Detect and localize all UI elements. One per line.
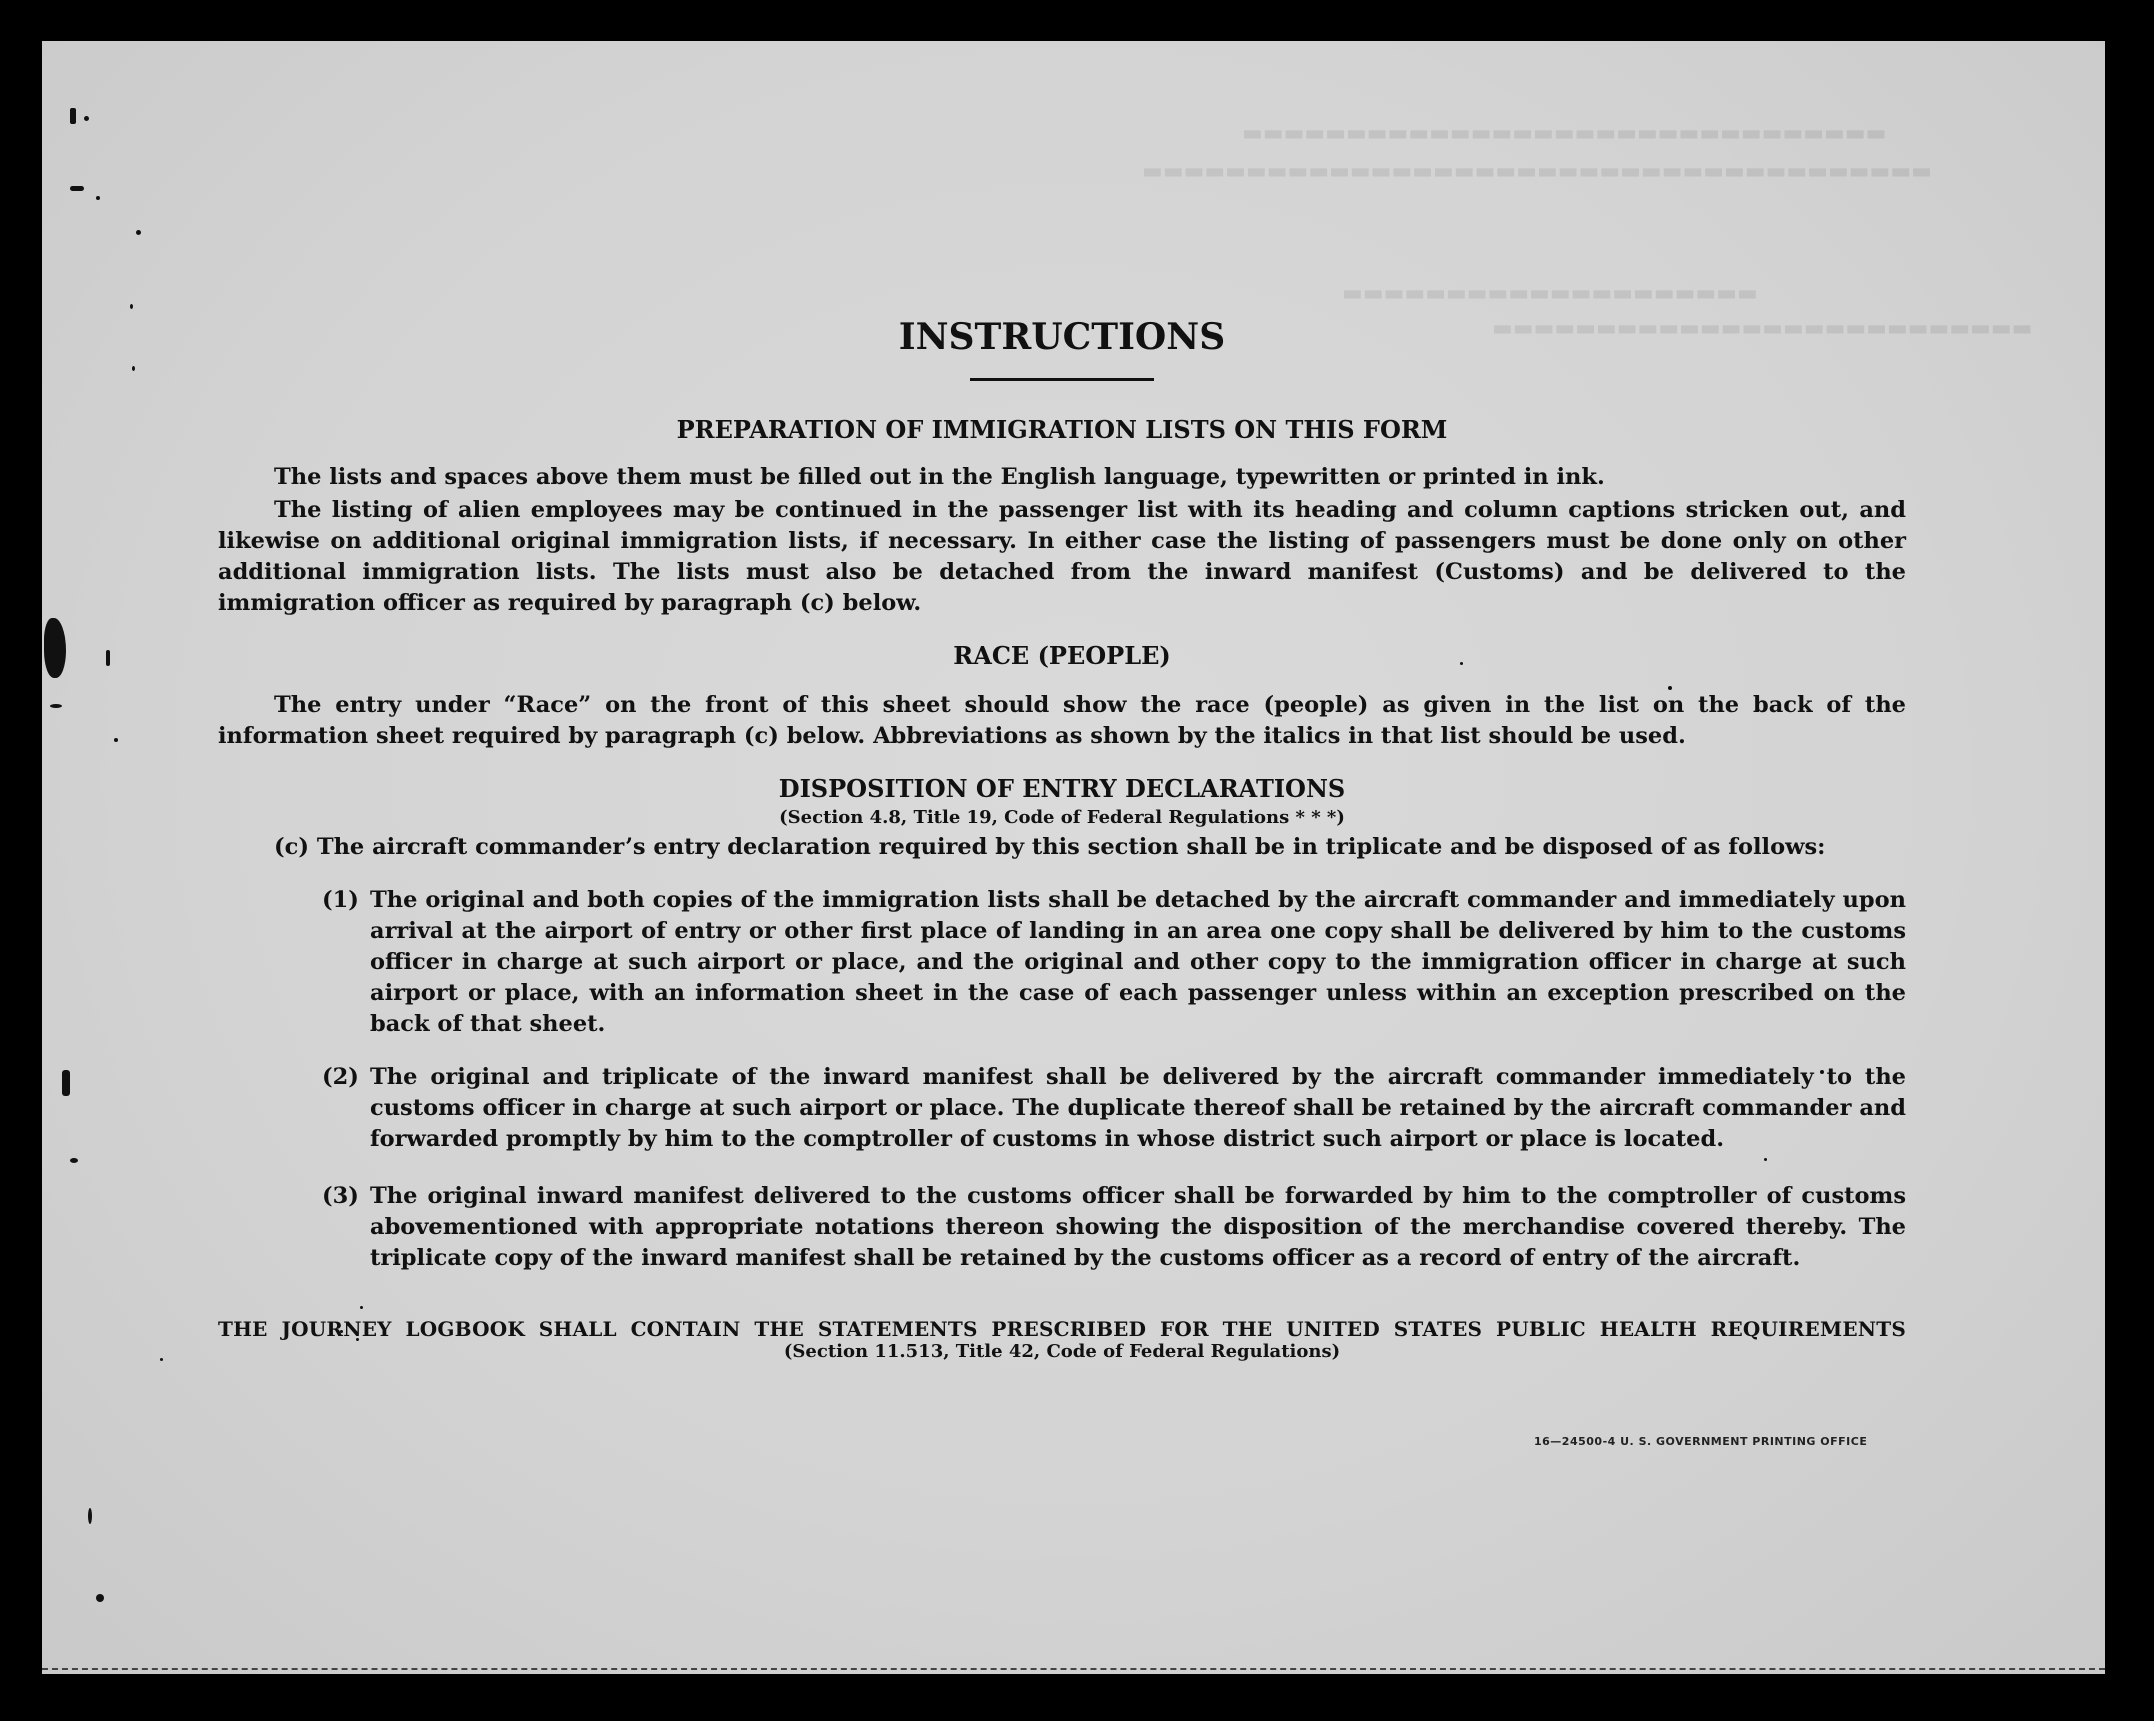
race-heading: RACE (PEOPLE): [953, 641, 1171, 670]
disposition-citation: (Section 4.8, Title 19, Code of Federal Regulations * * *): [779, 807, 1345, 828]
bleed-through-mark: ▬▬▬▬▬▬▬▬▬▬▬▬▬▬▬▬▬▬▬▬: [1342, 281, 1758, 306]
scan-speck: [114, 738, 118, 742]
bleed-through-mark: ▬▬▬▬▬▬▬▬▬▬▬▬▬▬▬▬▬▬▬▬▬▬▬▬▬▬▬▬▬▬▬▬▬▬▬▬▬▬: [1142, 159, 1932, 184]
scan-speck: [96, 1594, 104, 1602]
item-text: The original and both copies of the immigration lists shall be detached by the aircraft commander and immediately upon arrival at the airport of entry or other first place of landing in an area one copy shall be delivered by him to the customs officer in charge at such airport or place, and the original and other copy to the immigration officer in charge at such airport or place, with an information sheet in the case of each passenger unless within an exception prescribed on the back of that sheet.: [370, 887, 1906, 1037]
document-title: INSTRUCTIONS: [898, 316, 1226, 358]
instructions-body: [218, 300, 1906, 1362]
disposition-item: [218, 1181, 1906, 1274]
preparation-paragraph-1: The lists and spaces above them must be filled out in the English language, typewritten or printed in ink.: [274, 464, 1605, 490]
scan-speck: [62, 1070, 70, 1096]
scan-speck: [70, 108, 76, 124]
disposition-intro: (c) The aircraft commander’s entry declaration required by this section shall be in triplicate and be disposed of as follows:: [274, 834, 1826, 860]
logbook-statement: THE JOURNEY LOGBOOK SHALL CONTAIN THE STATEMENTS PRESCRIBED FOR THE UNITED STATES PUBLIC HEALTH REQUIREMENTS: [218, 1317, 1906, 1341]
disposition-item: [218, 885, 1906, 1040]
scan-speck: [84, 116, 89, 121]
scan-speck: [70, 186, 84, 191]
item-number: (1): [322, 887, 359, 913]
preparation-heading: PREPARATION OF IMMIGRATION LISTS ON THIS FORM: [676, 415, 1448, 444]
scan-speck: [132, 366, 135, 371]
item-text: The original inward manifest delivered to the customs officer shall be forwarded by him to the comptroller of customs abovementioned with appropriate notations thereon showing the disposition of the merchandise covered thereby. The triplicate copy of the inward manifest shall be retained by the customs officer as a record of entry of the aircraft.: [370, 1183, 1906, 1271]
logbook-citation: (Section 11.513, Title 42, Code of Federal Regulations): [783, 1341, 1341, 1362]
title-underline: [970, 378, 1154, 381]
scan-speck: [96, 196, 100, 200]
scan-speck: [106, 650, 110, 666]
disposition-item: [218, 1062, 1906, 1155]
scan-speck: [130, 304, 133, 309]
scan-speck: [136, 230, 141, 235]
preparation-paragraph-2: The listing of alien employees may be continued in the passenger list with its heading and column captions stricken out, and likewise on additional original immigration lists, if necessary. In either case the listing of passengers must be done only on other additional immigration lists. The lists must also be detached from the inward manifest (Customs) and be delivered to the immigration officer as required by paragraph (c) below.: [218, 497, 1906, 616]
printer-code: 16—24500-4 U. S. GOVERNMENT PRINTING OFFICE: [1534, 1435, 1868, 1448]
item-number: (2): [322, 1064, 359, 1090]
bleed-through-mark: ▬▬▬▬▬▬▬▬▬▬▬▬▬▬▬▬▬▬▬▬▬▬▬▬▬▬▬▬▬▬▬: [1242, 121, 1887, 146]
scan-speck: [160, 1358, 163, 1361]
scan-speck: [50, 704, 62, 708]
race-paragraph: The entry under “Race” on the front of this sheet should show the race (people) as given in the list on the back of the information sheet required by paragraph (c) below. Abbreviations as shown by the italics in that list should be used.: [218, 692, 1906, 749]
perforation-line: [42, 1668, 2105, 1670]
scan-speck: [70, 1158, 78, 1163]
disposition-heading: DISPOSITION OF ENTRY DECLARATIONS: [778, 774, 1346, 803]
item-number: (3): [322, 1183, 359, 1209]
scan-speck: [88, 1508, 92, 1524]
item-text: The original and triplicate of the inward manifest shall be delivered by the aircraft commander immediately to the customs officer in charge at such airport or place. The duplicate thereof shall be retained by the aircraft commander and forwarded promptly by him to the comptroller of customs in whose district such airport or place is located.: [370, 1064, 1906, 1152]
bleed-through-mark: ▬▬▬▬▬▬▬▬▬▬▬▬▬▬▬▬▬▬▬▬▬▬▬▬▬▬: [1492, 316, 2033, 341]
